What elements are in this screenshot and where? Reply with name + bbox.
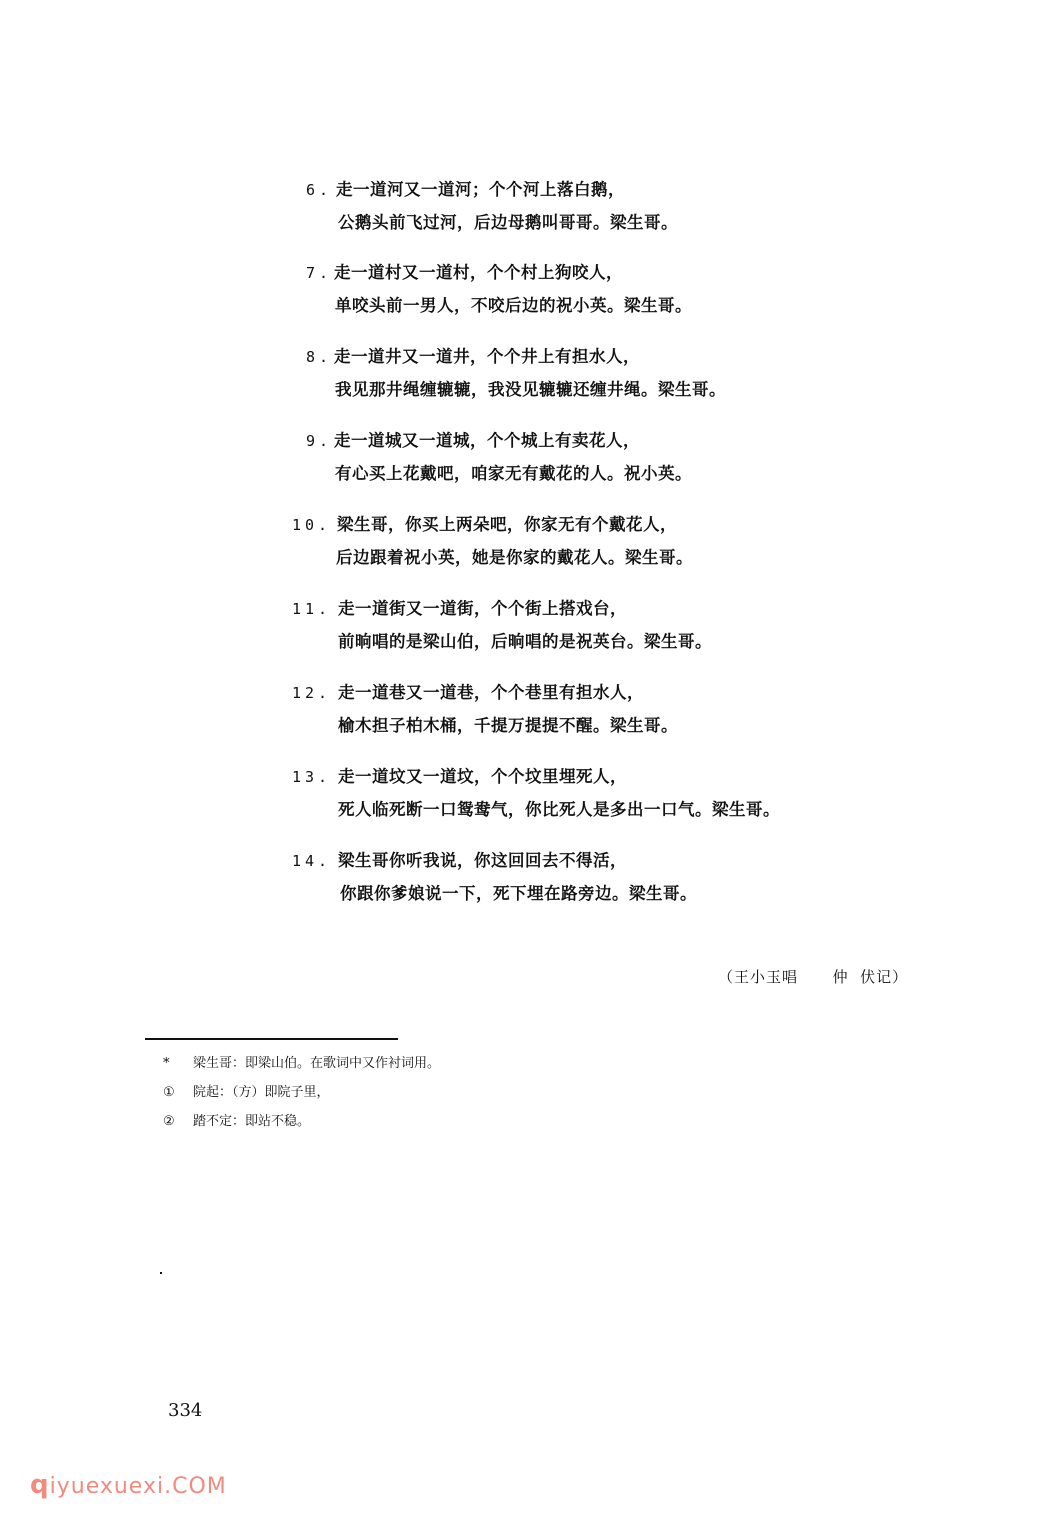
footnote-text: 踏不定：即站不稳。 xyxy=(193,1114,311,1129)
lyric-line-1: 走一道街又一道街，个个街上搭戏台， xyxy=(338,599,627,618)
stanza-number: 12. xyxy=(292,684,332,702)
stanza-number: 14. xyxy=(292,852,332,870)
lyric-line-1: 走一道巷又一道巷，个个巷里有担水人， xyxy=(338,683,644,702)
performer-credit: （王小玉唱 仲 伏记） xyxy=(718,968,909,986)
footnote-mark: ① xyxy=(163,1085,175,1100)
lyric-line-2: 后边跟着祝小英，她是你家的戴花人。梁生哥。 xyxy=(336,548,693,567)
watermark-text: iyuexuexi.COM xyxy=(49,1474,227,1499)
lyric-line-2: 前晌唱的是梁山伯，后晌唱的是祝英台。梁生哥。 xyxy=(338,632,712,651)
lyric-line-1: 走一道城又一道城，个个城上有卖花人， xyxy=(334,431,640,450)
lyric-line-2: 榆木担子柏木桶，千提万提提不醒。梁生哥。 xyxy=(338,716,678,735)
stanza-number: 6. xyxy=(306,181,333,199)
lyric-line-2: 死人临死断一口鸳鸯气，你比死人是多出一口气。梁生哥。 xyxy=(338,800,780,819)
lyric-line-2: 有心买上花戴吧，咱家无有戴花的人。祝小英。 xyxy=(335,464,692,483)
watermark-q: q xyxy=(30,1470,50,1500)
footnote-mark: * xyxy=(163,1056,170,1071)
lyric-line-1: 梁生哥你听我说，你这回回去不得活， xyxy=(338,851,627,870)
lyric-line-1: 走一道井又一道井，个个井上有担水人， xyxy=(334,347,640,366)
lyric-line-1: 走一道河又一道河；个个河上落白鹅， xyxy=(336,180,625,199)
lyric-line-2: 公鹅头前飞过河，后边母鹅叫哥哥。梁生哥。 xyxy=(338,213,678,232)
page-number: 334 xyxy=(168,1400,203,1421)
stanza-number: 8. xyxy=(306,348,333,366)
stanza-number: 10. xyxy=(292,516,332,534)
footnote-text: 院起：（方）即院子里， xyxy=(193,1085,330,1100)
lyric-line-1: 走一道村又一道村，个个村上狗咬人， xyxy=(334,263,623,282)
stray-dot xyxy=(160,1272,162,1274)
footnote-mark: ② xyxy=(163,1114,175,1129)
lyric-line-2: 你跟你爹娘说一下，死下埋在路旁边。梁生哥。 xyxy=(340,884,697,903)
footnote-item xyxy=(163,1114,310,1130)
stanza-number: 11. xyxy=(292,600,332,618)
stanza-number: 13. xyxy=(292,768,332,786)
lyric-line-2: 我见那井绳缠辘辘，我没见辘辘还缠井绳。梁生哥。 xyxy=(335,380,726,399)
watermark-logo xyxy=(30,1470,227,1500)
stanza-number: 9. xyxy=(306,432,333,450)
footnote-item xyxy=(163,1056,440,1072)
lyric-line-1: 走一道坟又一道坟，个个坟里埋死人， xyxy=(338,767,627,786)
footnote-text: 梁生哥：即梁山伯。在歌词中又作衬词用。 xyxy=(193,1056,441,1071)
footnote-divider xyxy=(145,1038,398,1040)
lyric-line-2: 单咬头前一男人，不咬后边的祝小英。梁生哥。 xyxy=(335,296,692,315)
lyric-line-1: 梁生哥，你买上两朵吧，你家无有个戴花人， xyxy=(337,515,677,534)
stanza-number: 7. xyxy=(306,264,333,282)
footnote-item xyxy=(163,1085,330,1101)
